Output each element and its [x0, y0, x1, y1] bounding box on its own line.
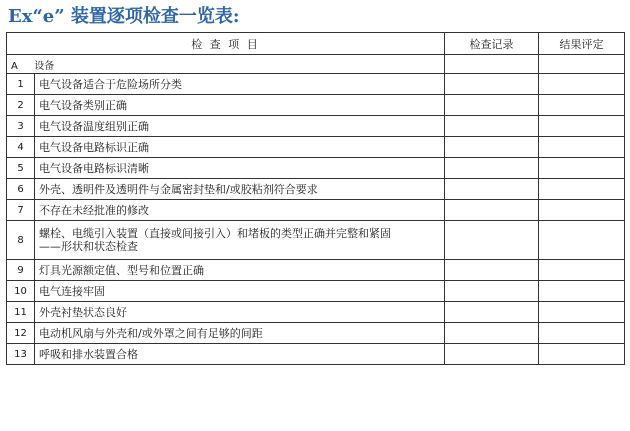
row-number: 11: [7, 302, 35, 323]
row-result-cell[interactable]: [539, 200, 625, 221]
row-item-text: 螺栓、电缆引入装置（直接或间接引入）和堵板的类型正确并完整和紧固: [39, 227, 391, 240]
row-result-cell[interactable]: [539, 116, 625, 137]
row-number: 7: [7, 200, 35, 221]
row-item-text: 电气设备电路标识正确: [39, 140, 149, 154]
table-row: [7, 302, 625, 323]
row-number: 9: [7, 260, 35, 281]
row-item-text: 灯具光源额定值、型号和位置正确: [39, 263, 204, 277]
table-row: [7, 158, 625, 179]
row-record-cell[interactable]: [445, 302, 539, 323]
table-row: [7, 137, 625, 158]
row-item: [35, 95, 445, 116]
row-item-text: 电气设备类别正确: [39, 98, 127, 112]
section-cell: [7, 55, 445, 74]
row-number: 10: [7, 281, 35, 302]
row-result-cell[interactable]: [539, 74, 625, 95]
row-record-cell[interactable]: [445, 137, 539, 158]
row-item-text: ——形状和状态检查: [39, 240, 138, 253]
inspection-table: [6, 32, 625, 365]
row-item-text: 呼吸和排水装置合格: [39, 347, 138, 361]
row-item-text: 电气设备适合于危险场所分类: [39, 77, 182, 91]
section-record-cell: [445, 55, 539, 74]
row-record-cell[interactable]: [445, 95, 539, 116]
row-result-cell[interactable]: [539, 302, 625, 323]
row-number: 6: [7, 179, 35, 200]
row-result-cell[interactable]: [539, 137, 625, 158]
row-item: [35, 302, 445, 323]
row-record-cell[interactable]: [445, 116, 539, 137]
row-result-cell[interactable]: [539, 221, 625, 260]
table-row: [7, 74, 625, 95]
row-item: [35, 179, 445, 200]
row-number: 4: [7, 137, 35, 158]
row-item-text: 不存在未经批准的修改: [39, 203, 149, 217]
table-row: [7, 200, 625, 221]
row-item-text: 外壳、透明件及透明件与金属密封垫和/或胶粘剂符合要求: [39, 182, 318, 196]
row-item: [35, 74, 445, 95]
row-item-text: 电气设备温度组别正确: [39, 119, 149, 133]
row-record-cell[interactable]: [445, 281, 539, 302]
table-row: [7, 281, 625, 302]
row-item: [35, 221, 445, 260]
row-record-cell[interactable]: [445, 158, 539, 179]
row-record-cell[interactable]: [445, 200, 539, 221]
header-record: 检查记录: [445, 33, 539, 55]
row-item: [35, 200, 445, 221]
row-item: [35, 344, 445, 365]
row-record-cell[interactable]: [445, 344, 539, 365]
table-row: [7, 260, 625, 281]
row-number: 5: [7, 158, 35, 179]
row-result-cell[interactable]: [539, 260, 625, 281]
row-result-cell[interactable]: [539, 179, 625, 200]
table-row: [7, 323, 625, 344]
header-result: 结果评定: [539, 33, 625, 55]
row-item: [35, 281, 445, 302]
row-result-cell[interactable]: [539, 158, 625, 179]
table-row: [7, 116, 625, 137]
page-title: Ex“e” 装置逐项检查一览表:: [8, 6, 240, 27]
section-result-cell: [539, 55, 625, 74]
row-result-cell[interactable]: [539, 95, 625, 116]
row-number: 1: [7, 74, 35, 95]
row-item-text: 电气设备电路标识清晰: [39, 161, 149, 175]
row-result-cell[interactable]: [539, 323, 625, 344]
row-record-cell[interactable]: [445, 179, 539, 200]
row-item-text: 电气连接牢固: [39, 284, 105, 298]
table-header-row: [7, 33, 625, 55]
row-item: [35, 323, 445, 344]
row-item: [35, 116, 445, 137]
row-record-cell[interactable]: [445, 323, 539, 344]
row-number: 12: [7, 323, 35, 344]
table-row: [7, 179, 625, 200]
row-item: [35, 158, 445, 179]
row-number: 3: [7, 116, 35, 137]
row-item-text: 外壳衬垫状态良好: [39, 305, 127, 319]
row-result-cell[interactable]: [539, 281, 625, 302]
row-number: 2: [7, 95, 35, 116]
row-result-cell[interactable]: [539, 344, 625, 365]
row-record-cell[interactable]: [445, 74, 539, 95]
section-code: A: [11, 60, 18, 72]
header-item: 检 查 项 目: [7, 33, 445, 55]
row-record-cell[interactable]: [445, 221, 539, 260]
table-row: [7, 95, 625, 116]
row-item: [35, 260, 445, 281]
row-item: [35, 137, 445, 158]
section-label: 设备: [34, 60, 55, 72]
table-row: [7, 221, 625, 260]
table-row: [7, 344, 625, 365]
section-row: [7, 55, 625, 74]
row-item-text: 电动机风扇与外壳和/或外罩之间有足够的间距: [39, 326, 263, 340]
row-record-cell[interactable]: [445, 260, 539, 281]
row-number: 8: [7, 221, 35, 260]
row-number: 13: [7, 344, 35, 365]
